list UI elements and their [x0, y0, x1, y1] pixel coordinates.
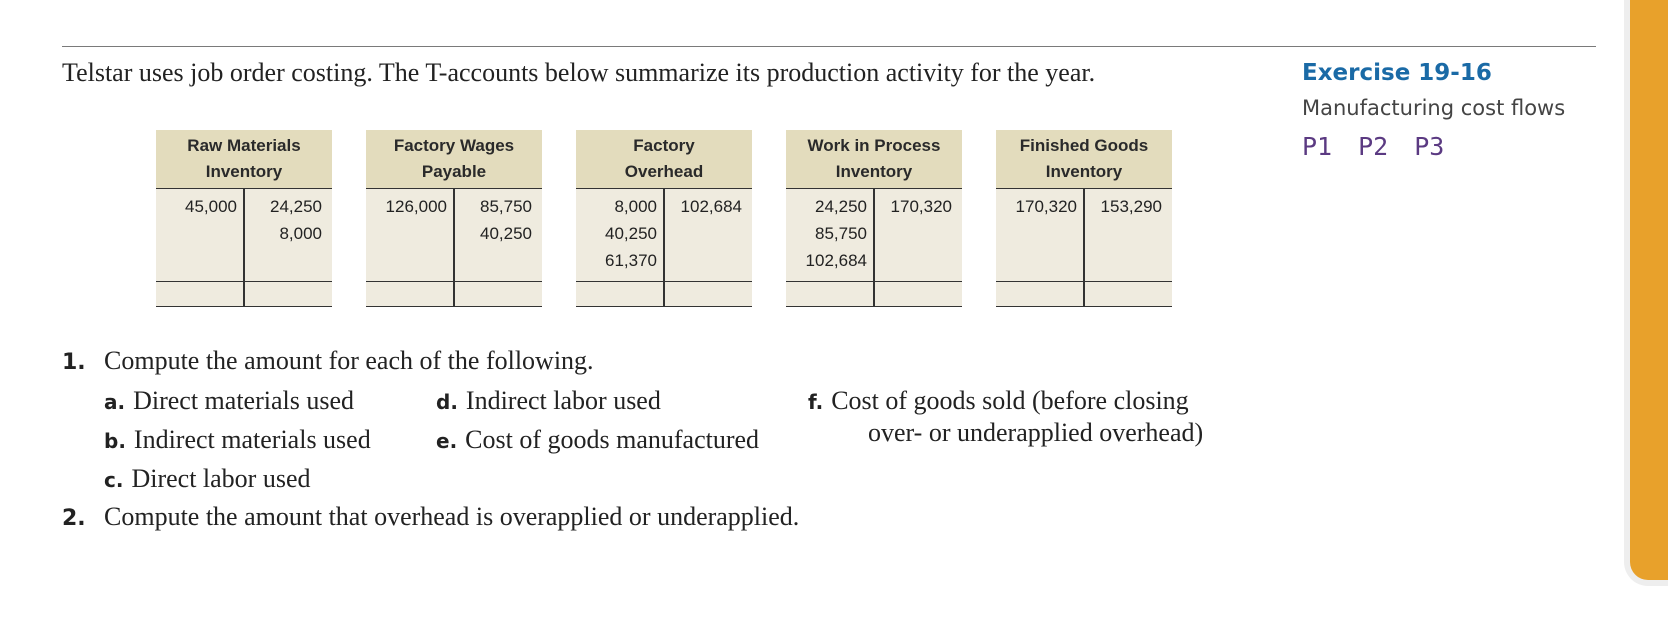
debit-column [605, 193, 657, 274]
exercise-sidebar [1302, 60, 1565, 161]
subquestion-e [436, 425, 759, 455]
t-account-body [366, 189, 542, 281]
balance-row [366, 281, 542, 307]
subquestion-a [104, 386, 354, 416]
debit-entry: 8,000 [614, 197, 657, 216]
debit-entry: 170,320 [1015, 197, 1077, 216]
orange-page-tab [1624, 0, 1668, 586]
credit-entry: 24,250 [270, 197, 322, 216]
debit-entry: 24,250 [815, 197, 867, 216]
t-account-work-in-process [786, 130, 962, 307]
t-account-title-line2: Inventory [205, 162, 283, 181]
t-account-title-line1: Work in Process [807, 136, 941, 155]
subquestion-f [808, 386, 1189, 416]
subquestion-letter: d. [436, 390, 458, 414]
t-account-title-line1: Factory [633, 136, 695, 155]
credit-column [891, 193, 952, 220]
learning-objectives [1302, 132, 1565, 161]
debit-column [1016, 193, 1077, 220]
balance-row [996, 281, 1172, 307]
t-account-title-line1: Finished Goods [1019, 136, 1149, 155]
t-account-raw-materials [156, 130, 332, 307]
subquestion-letter: b. [104, 429, 126, 453]
debit-column [185, 193, 237, 220]
subquestion-text: Cost of goods sold (before closing [831, 386, 1189, 415]
t-account-header [366, 130, 542, 189]
subquestion-text: Direct labor used [131, 464, 311, 493]
t-account-title-line2: Inventory [835, 162, 913, 181]
credit-column [480, 193, 532, 247]
debit-entry: 45,000 [185, 197, 237, 216]
subquestion-letter: f. [808, 390, 824, 414]
subquestion-text: Direct materials used [133, 386, 355, 415]
t-account-factory-wages [366, 130, 542, 307]
objective-p2: P2 [1358, 132, 1389, 161]
credit-entry: 40,250 [480, 224, 532, 243]
t-account-body [786, 189, 962, 281]
t-account-body [996, 189, 1172, 281]
question-2-text: Compute the amount that overhead is overapplied or underapplied. [104, 502, 800, 531]
credit-column [1101, 193, 1162, 220]
subquestion-text: Cost of goods manufactured [465, 425, 760, 454]
t-account-body [576, 189, 752, 281]
subquestion-b [104, 425, 371, 455]
subquestion-text: Indirect materials used [133, 425, 371, 454]
credit-column [270, 193, 322, 247]
balance-row [786, 281, 962, 307]
t-account-finished-goods [996, 130, 1172, 307]
t-account-title-line1: Raw Materials [187, 136, 301, 155]
subquestion-c [104, 464, 311, 494]
t-account-factory-overhead [576, 130, 752, 307]
credit-entry: 102,684 [680, 197, 742, 216]
debit-entry: 40,250 [605, 224, 657, 243]
top-rule [62, 46, 1596, 47]
exercise-title: Exercise 19-16 [1302, 60, 1492, 86]
t-account-header [156, 130, 332, 189]
question-1-text: Compute the amount for each of the following. [104, 346, 594, 375]
subquestion-d [436, 386, 661, 416]
credit-entry: 85,750 [480, 197, 532, 216]
objective-p3: P3 [1414, 132, 1445, 161]
t-account-title-line1: Factory Wages [393, 136, 515, 155]
credit-entry: 170,320 [890, 197, 952, 216]
credit-column [681, 193, 742, 220]
debit-column [806, 193, 867, 274]
question-2-number: 2. [62, 506, 86, 531]
t-account-title-line2: Overhead [624, 162, 704, 181]
debit-entry: 126,000 [385, 197, 447, 216]
subquestion-letter: c. [104, 468, 124, 492]
subquestion-letter: a. [104, 390, 126, 414]
question-1-number: 1. [62, 350, 86, 375]
t-account-title-line2: Payable [421, 162, 487, 181]
t-account-header [786, 130, 962, 189]
credit-entry: 8,000 [279, 224, 322, 243]
debit-entry: 102,684 [805, 251, 867, 270]
t-account-header [576, 130, 752, 189]
objective-p1: P1 [1302, 132, 1333, 161]
debit-entry: 61,370 [605, 251, 657, 270]
t-account-title-line2: Inventory [1045, 162, 1123, 181]
subquestion-f-continued: over- or underapplied overhead) [868, 418, 1204, 447]
subquestion-letter: e. [436, 429, 458, 453]
t-account-header [996, 130, 1172, 189]
credit-entry: 153,290 [1100, 197, 1162, 216]
t-account-body [156, 189, 332, 281]
exercise-subtitle: Manufacturing cost flows [1302, 96, 1566, 120]
balance-row [576, 281, 752, 307]
balance-row [156, 281, 332, 307]
debit-column [386, 193, 447, 220]
subquestion-text: Indirect labor used [465, 386, 661, 415]
intro-text: Telstar uses job order costing. The T-accounts below summarize its production activity for the year. [62, 58, 1096, 87]
debit-entry: 85,750 [815, 224, 867, 243]
